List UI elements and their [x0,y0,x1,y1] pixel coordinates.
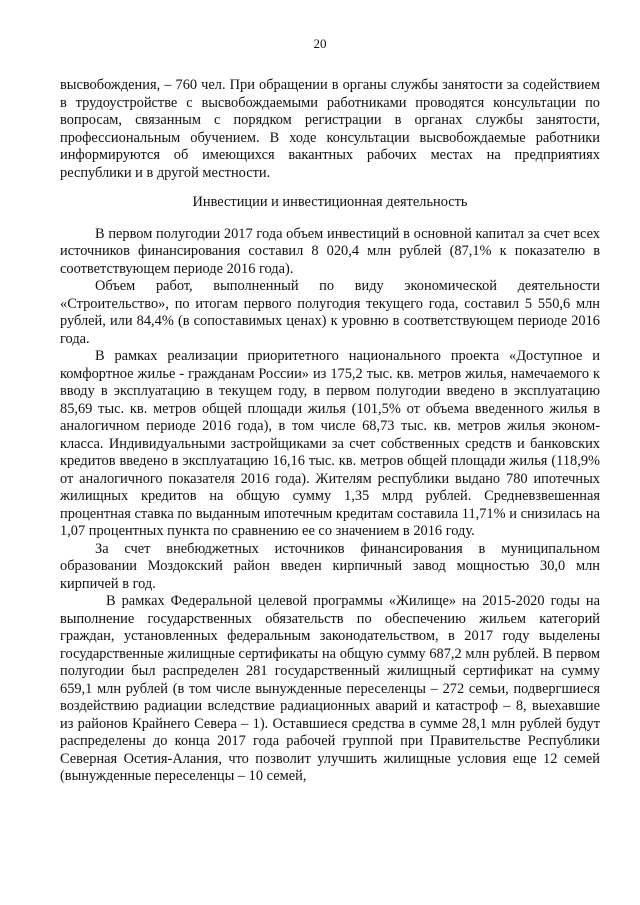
paragraph-capital-investment: В первом полугодии 2017 года объем инвестиций в основной капитал за счет всех источников финансирования составил 8 020,4 млн рублей (87,1% к показателю в соответствующем периоде 2016 года). [60,225,600,277]
paragraph-brick-factory: За счет внебюджетных источников финансирования в муниципальном образовании Моздокский район введен кирпичный завод мощностью 30,0 млн кирпичей в год. [60,540,600,592]
paragraph-housing-program: В рамках Федеральной целевой программы «Жилище» на 2015-2020 годы на выполнение государственных обязательств по обеспечению жильем категорий граждан, установленных федеральным законодательством, в 2017 году выделены государственные жилищные сертификаты на общую сумму 687,2 млн рублей. В первом полугодии был распределен 281 государственный жилищный сертификат на сумму 659,1 млн рублей (в том числе вынужденные переселенцы – 272 семьи, подвергшиеся воздействию радиации вследствие радиационных аварий и катастроф – 8, выехавшие из районов Крайнего Севера – 1). Оставшиеся средства в сумме 28,1 млн рублей будут распределены до конца 2017 года рабочей группой при Правительстве Республики Северная Осетия-Алания, что позволит улучшить жилищные условия еще 12 семей (вынужденные переселенцы – 10 семей, [60,593,600,784]
page-number: 20 [313,36,327,51]
section-heading-investments: Инвестиции и инвестиционная деятельность [192,194,468,210]
paragraph-employment-consultations: высвобождения, – 760 чел. При обращении в органы службы занятости за содействием в трудоустройстве с высвобождаемыми работниками проводятся консультации по вопросам, связанным с порядком регистрации в органах службы занятости, профессиональным обучением. В ходе консультации высвобождаемые работники информируются об имеющихся вакантных рабочих местах на предприятиях республики и в другой местности. [60,77,600,181]
paragraph-construction-volume: Объем работ, выполненный по виду экономической деятельности «Строительство», по итогам первого полугодия текущего года, составил 5 550,6 млн рублей, или 84,4% (в сопоставимых ценах) к уровню в соответствующем периоде 2016 года. [60,278,600,347]
document-body [60,77,600,786]
paragraph-housing-project: В рамках реализации приоритетного национального проекта «Доступное и комфортное жилье - гражданам России» из 175,2 тыс. кв. метров жилья, намечаемого к вводу в эксплуатацию в текущем году, в первом полугодии введено в эксплуатацию 85,69 тыс. кв. метров общей площади жилья (101,5% от объема введенного жилья в аналогичном периоде 2016 года), в том числе 68,73 тыс. кв. метров жилья эконом-класса. Индивидуальными застройщиками за счет собственных средств и банковских кредитов введено в эксплуатацию 16,16 тыс. кв. метров общей площади жилья (118,9% от аналогичного показателя 2016 года). Жителям республики выдано 780 ипотечных жилищных кредитов на общую сумму 1,35 млрд рублей. Средневзвешенная процентная ставка по выданным ипотечным кредитам составила 11,71% и снизилась на 1,07 процентных пункта по сравнению ее со значением в 2016 году. [60,348,600,539]
